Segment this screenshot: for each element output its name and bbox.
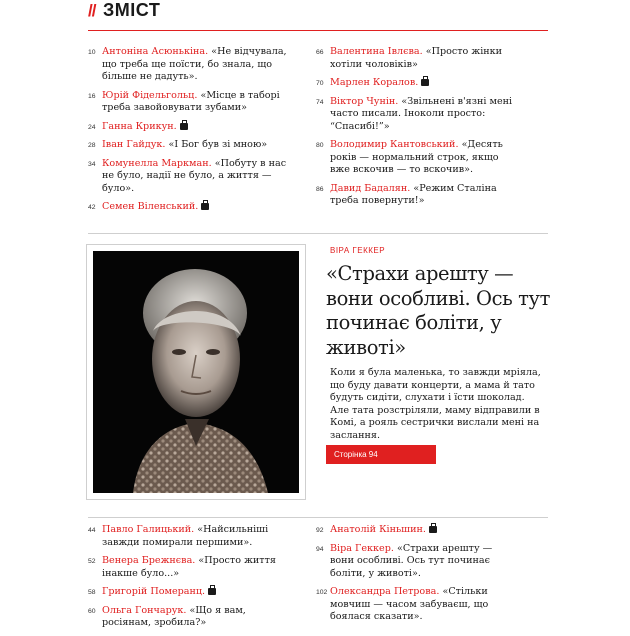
feature-quote: «Страхи арешту — вони особливі. Ось тут починає боліти, у животі»: [326, 262, 551, 359]
page-number: 10: [88, 49, 96, 56]
header-slash-mark: //: [88, 1, 96, 20]
toc-entry[interactable]: [88, 121, 288, 134]
entry-quote: «Побуту в нас не було, надії не було, а життя — було».: [102, 157, 287, 194]
toc-entry[interactable]: [88, 90, 288, 115]
toc-entry[interactable]: [88, 201, 288, 214]
toc-entry[interactable]: [88, 524, 288, 549]
entry-quote: «І Бог був зі мною»: [168, 139, 268, 150]
page-number: 66: [316, 49, 324, 56]
portrait-illustration: [93, 251, 299, 493]
toc-entry[interactable]: [88, 605, 288, 630]
toc-entry[interactable]: [88, 555, 288, 580]
page-number: 42: [88, 204, 96, 211]
entry-quote: «Страхи арешту — вони особливі. Ось тут починає боліти, у животі».: [330, 542, 493, 579]
feature-body-text: Коли я була маленька, то завжди мріяла, що буду давати концерти, а мама й тато будуть сидіти, слухати і їсти шоколад. Але тата розстріляли, маму відправили в Комі, а рояль сестрички вислали мені на заслання.: [330, 367, 541, 441]
feature-author: ВІРА ГЕККЕР: [330, 246, 386, 255]
toc-entry[interactable]: [316, 96, 516, 134]
entry-quote: «Просто жінки хотіли чоловіків»: [330, 46, 503, 70]
entry-name: Валентина Івлєва.: [330, 46, 423, 57]
entry-name: Олександра Петрова.: [330, 586, 440, 597]
portrait-frame: [86, 244, 306, 500]
page-number: 58: [88, 589, 96, 596]
page-header: [88, 0, 548, 30]
section-divider-bottom: [88, 517, 548, 518]
entry-quote: «Звільнені в'язні мені часто писали. Іноколи просто: “Спасибі!”»: [330, 95, 513, 132]
page-number: 94: [316, 545, 324, 553]
toc-entry[interactable]: [316, 139, 516, 177]
page-number: 52: [88, 558, 96, 565]
entry-name: Анатолій Кіньшин.: [330, 524, 426, 535]
entry-quote: «Просто життя інакше було...»: [102, 555, 276, 579]
entry-quote: «Режим Сталіна треба повернути!»: [330, 182, 497, 206]
toc-entry[interactable]: [316, 524, 516, 537]
page-number: 80: [316, 142, 324, 149]
page-number: 86: [316, 185, 324, 193]
toc-entry[interactable]: [316, 183, 516, 208]
entry-quote: «Найсильніші завжди помирали першими».: [102, 524, 269, 548]
entry-name: Віра Геккер.: [330, 542, 394, 554]
entry-quote: «Десять років — нормальний строк, якщо вже вскочив — то вскочив».: [330, 139, 503, 175]
toc-top-right: [316, 46, 516, 214]
toc-entry[interactable]: [316, 46, 516, 71]
toc-entry[interactable]: [88, 46, 288, 84]
toc-top-left: [88, 46, 288, 220]
briefcase-icon: [429, 526, 437, 533]
entry-name: Марлен Коралов.: [330, 77, 419, 88]
entry-name: Семен Віленський.: [102, 201, 199, 212]
briefcase-icon: [421, 79, 429, 86]
entry-name: Віктор Чунін.: [330, 95, 399, 107]
toc-entry[interactable]: [88, 139, 288, 152]
entry-name: Венера Брежнєва.: [102, 555, 196, 566]
toc-entry[interactable]: [316, 543, 516, 581]
entry-quote: «Місце в таборі треба завойовувати зубами»: [102, 89, 280, 113]
entry-name: Ольга Гончарук.: [102, 604, 187, 616]
entry-name: Іван Гайдук.: [102, 139, 166, 150]
entry-name: Антоніна Асюнькіна.: [102, 46, 209, 57]
page-number: 74: [316, 98, 324, 106]
page-number: 102: [316, 589, 328, 596]
page-title: ЗМІСТ: [103, 0, 161, 20]
page-number: 60: [88, 607, 96, 615]
entry-name: Павло Галицький.: [102, 524, 195, 535]
briefcase-icon: [208, 588, 216, 595]
toc-entry[interactable]: [316, 77, 516, 90]
toc-entry[interactable]: [88, 586, 288, 599]
entry-name: Юрій Фідельгольц.: [102, 89, 198, 101]
toc-entry[interactable]: [316, 586, 516, 624]
entry-name: Григорій Померанц.: [102, 586, 206, 597]
header-divider: [88, 30, 548, 31]
entry-quote: «Що я вам, росіянам, зробила?»: [102, 604, 246, 628]
briefcase-icon: [180, 123, 188, 130]
page-number: 70: [316, 80, 324, 87]
page-number: 34: [88, 160, 96, 168]
entry-quote: «Не відчувала, що треба ще поїсти, бо знала, що більше не дадуть».: [102, 46, 287, 82]
section-divider-top: [88, 233, 548, 234]
page-number: 16: [88, 92, 96, 100]
entry-quote: «Стільки мовчиш — часом забуваєш, що боялася сказати».: [330, 586, 489, 622]
entry-name: Комунелла Маркман.: [102, 157, 212, 169]
entry-name: Давид Бадалян.: [330, 182, 411, 194]
toc-bottom-right: [316, 524, 516, 630]
toc-entry[interactable]: [88, 158, 288, 196]
page-link-button[interactable]: Сторінка 94: [326, 445, 436, 464]
page-number: 28: [88, 142, 96, 149]
page-number: 92: [316, 527, 324, 534]
briefcase-icon: [201, 203, 209, 210]
page-number: 24: [88, 123, 96, 131]
page-number: 44: [88, 527, 96, 534]
toc-bottom-left: [88, 524, 288, 636]
entry-name: Ганна Крикун.: [102, 120, 177, 132]
portrait-photo: [93, 251, 299, 493]
entry-name: Володимир Кантовський.: [330, 139, 459, 150]
